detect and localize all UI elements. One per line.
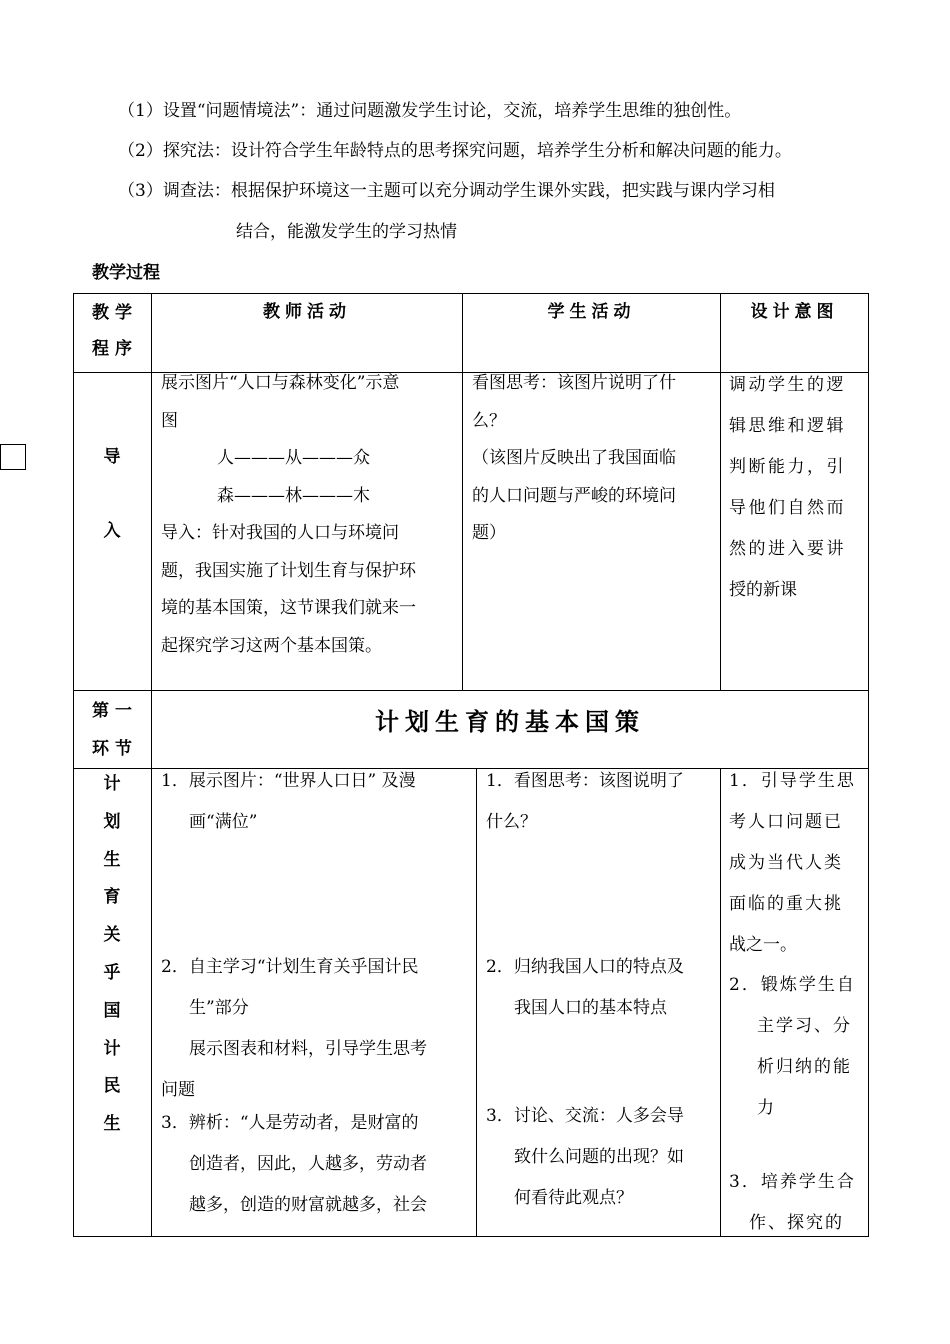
header-program: 教 学 程 序: [92, 303, 132, 359]
method-paragraph-3-cont: 结合，能激发学生的学习热情: [236, 222, 457, 242]
method-paragraph-1: （1）设置“问题情境法”：通过问题激发学生讨论，交流，培养学生思维的独创性。: [118, 101, 742, 121]
teacher-activity-1: 1．展示图片：“世界人口日” 及漫 画“满位”: [161, 771, 416, 832]
student-activity-3: 3．讨论、交流：人多会导 致什么问题的出现？如 何看待此观点？: [486, 1106, 684, 1208]
stage-intro-2: 入: [103, 521, 121, 541]
teacher-activity-2: 2．自主学习“计划生育关乎国计民 生”部分 展示图表和材料，引导学生思考 问题: [161, 957, 427, 1100]
header-intent: 设计意图: [750, 302, 839, 322]
intro-intent-cell: 调动学生的逻 辑思维和逻辑 判断能力，引 导他们自然而 然的进入要讲 授的新课: [729, 375, 846, 600]
section-title: 教学过程: [92, 263, 160, 283]
intent-2: 2．锻炼学生自 主学习、分 析归纳的能 力: [729, 975, 856, 1118]
teacher-activity-3: 3．辨析：“人是劳动者，是财富的 创造者，因此，人越多，劳动者 越多，创造的财富就越多，社会: [161, 1113, 427, 1215]
method-paragraph-3: （3）调查法：根据保护环境这一主题可以充分调动学生课外实践，把实践与课内学习相: [118, 181, 775, 201]
stage-family-planning: 计 划 生 育 关 乎 国 计 民 生: [103, 774, 121, 1135]
intro-student-cell: 看图思考：该图片说明了什 么？ （该图片反映出了我国面临 的人口问题与严峻的环境问 题）: [472, 373, 676, 543]
intent-3: 3．培养学生合 作、探究的: [729, 1172, 856, 1233]
intro-teacher-cell: 展示图片“人口与森林变化”示意 图 人———从———众 森———林———木 导入：针对我国的人口与环境问 题，我国实施了计划生育与保护环 境的基本国策，这节课我们就来一 起探究学习这两个基本国策。: [161, 373, 416, 656]
header-teacher: 教师活动: [263, 302, 351, 322]
student-activity-2: 2．归纳我国人口的特点及 我国人口的基本特点: [486, 957, 684, 1018]
stage-intro-1: 导: [103, 447, 121, 467]
header-student: 学生活动: [547, 302, 636, 322]
section-label: 第 一 环 节: [92, 701, 132, 759]
method-paragraph-2: （2）探究法：设计符合学生年龄特点的思考探究问题，培养学生分析和解决问题的能力。: [118, 141, 792, 161]
intent-1: 1．引导学生思 考人口问题已 成为当代人类 面临的重大挑 战之一。: [729, 771, 856, 955]
section-heading: 计划生育的基本国策: [375, 708, 645, 736]
student-activity-1: 1．看图思考：该图说明了 什么？: [486, 771, 684, 832]
margin-box: [0, 444, 26, 470]
